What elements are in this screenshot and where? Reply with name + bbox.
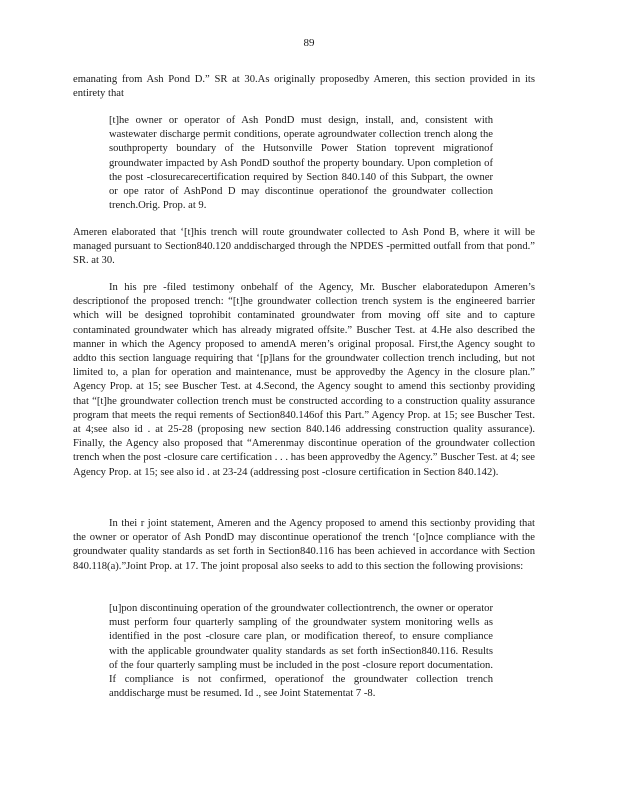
paragraph-intro: emanating from Ash Pond D.” SR at 30.As originally proposedby Ameren, this section provided in its entirety that: [73, 74, 535, 100]
page-number: 89: [303, 37, 315, 49]
paragraph-ameren-elaboration: Ameren elaborated that ‘[t]his trench will route groundwater collected to Ash Pond B, where it will be managed pursuant to Section840.120 anddischarged through the NPDES -permitted outfall from that pond.” SR. at 30.: [73, 227, 535, 267]
block-quote-original-proposal: [t]he owner or operator of Ash PondD must design, install, and, consistent with wastewater discharge permit conditions, operate agroundwater collection trench along the southproperty boundary of the Hutsonville Power Station toprevent migrationof groundwater impacted by Ash PondD southof the property boundary. Upon completion of the post -closurecarecertification required by Section 840.140 of this Subpart, the owner or ope rator of AshPond D may discontinue operationof the groundwater collection trench.Orig. Prop. at 9.: [109, 115, 493, 212]
block-quote-joint-provisions: [u]pon discontinuing operation of the groundwater collectiontrench, the owner or operator must perform four quarterly sampling of the groundwater system monitoring wells as identified in the post -closure care plan, or modification thereof, to ensure compliance with the applicable groundwater quality standards as set forth inSection840.116. Results of the four quarterly sampling must be included in the post -closure report documentation. If compliance is not confirmed, operationof the groundwater collection trench anddischarge must be resumed. Id ., see Joint Statementat 7 -8.: [109, 603, 493, 700]
paragraph-joint-statement: In thei r joint statement, Ameren and the Agency proposed to amend this sectionby providing that the owner or operator of Ash PondD may discontinue operationof the trench ‘[o]nce compliance with the groundwater quality standards as set forth in Section840.116 has been achieved in accordance with Section 840.118(a).”Joint Prop. at 17. The joint proposal also seeks to add to this section the following provisions:: [73, 518, 535, 572]
paragraph-agency-testimony: In his pre -filed testimony onbehalf of the Agency, Mr. Buscher elaboratedupon Ameren’s descriptionof the proposed trench: “[t]he groundwater collection trench system is the engineered barrier which will be designed toprohibit contaminated groundwater from moving off site and to capture contaminated groundwater which has already migrated offsite.” Buscher Test. at 4.He also described the manner in which the Agency proposed to amendA meren’s original proposal. First,the Agency sought to addto this section language requiring that ‘[p]lans for the groundwater collection trench including, but not limited to, a plan for operation and maintenance, must be approvedby the Agency in the closure plan.” Agency Prop. at 15; see Buscher Test. at 4.Second, the Agency sought to amend this sectionby providing that “[t]he groundwater collection trench must be constructed according to a construction quality assurance program that meets the requi rements of Section840.146of this Part.” Agency Prop. at 15; see Buscher Test. at 4;see also id . at 25-28 (proposing new section 840.146 addressing construction quality assurance). Finally, the Agency also proposed that “Amerenmay discontinue operation of the groundwater collection trench when the post -closure care certification . . . has been approvedby the Agency.” Buscher Test. at 4; see Agency Prop. at 15; see also id . at 23-24 (addressing post -closure certification in Section 840.142).: [73, 282, 535, 478]
